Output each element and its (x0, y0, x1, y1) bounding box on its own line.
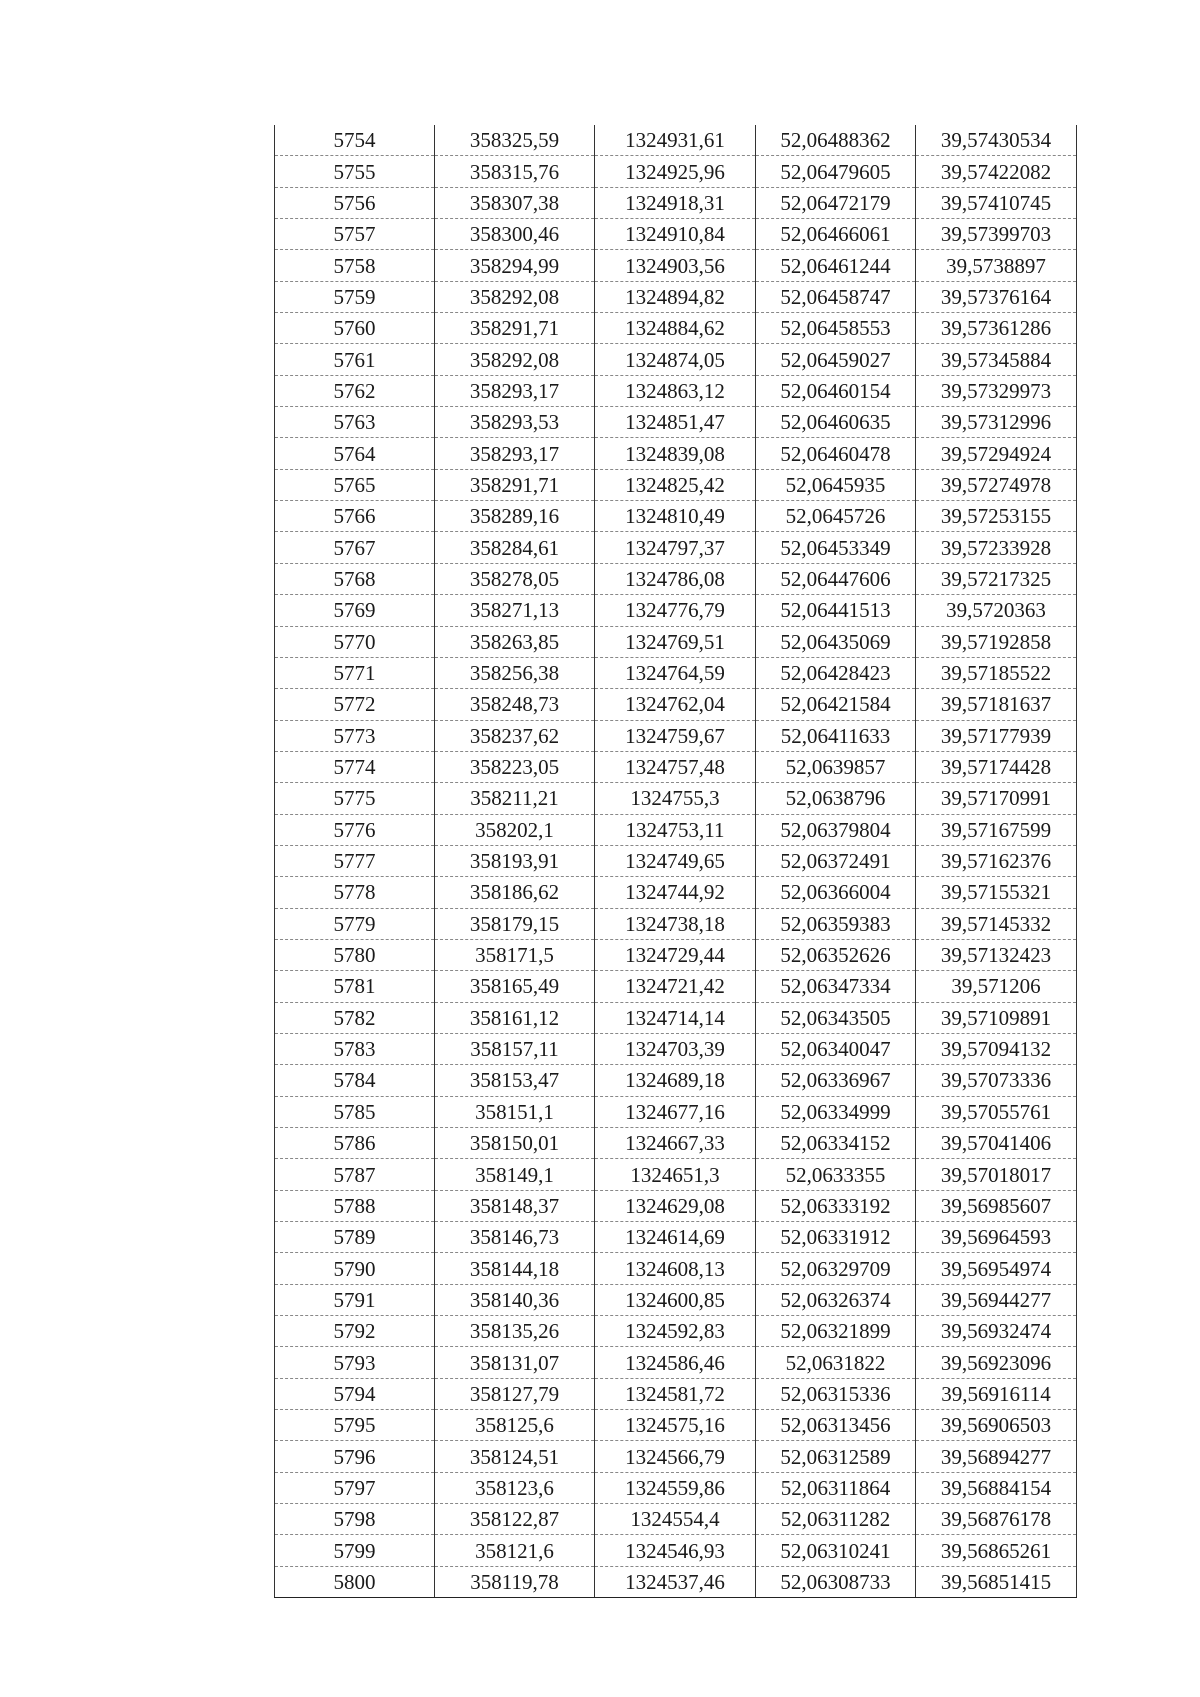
longitude-cell: 39,57145332 (916, 908, 1077, 939)
x-coordinate-cell: 358122,87 (435, 1504, 595, 1535)
table-row (275, 1504, 1077, 1535)
point-number-cell: 5761 (275, 344, 435, 375)
point-number-cell: 5793 (275, 1347, 435, 1378)
y-coordinate-cell: 1324738,18 (595, 908, 756, 939)
longitude-cell: 39,57162376 (916, 845, 1077, 876)
x-coordinate-cell: 358119,78 (435, 1566, 595, 1597)
x-coordinate-cell: 358289,16 (435, 501, 595, 532)
latitude-cell: 52,06347334 (756, 971, 916, 1002)
point-number-cell: 5772 (275, 689, 435, 720)
latitude-cell: 52,06421584 (756, 689, 916, 720)
y-coordinate-cell: 1324769,51 (595, 626, 756, 657)
latitude-cell: 52,06372491 (756, 845, 916, 876)
longitude-cell: 39,56851415 (916, 1566, 1077, 1597)
x-coordinate-cell: 358124,51 (435, 1441, 595, 1472)
point-number-cell: 5800 (275, 1566, 435, 1597)
y-coordinate-cell: 1324667,33 (595, 1128, 756, 1159)
x-coordinate-cell: 358146,73 (435, 1222, 595, 1253)
point-number-cell: 5796 (275, 1441, 435, 1472)
latitude-cell: 52,06334999 (756, 1096, 916, 1127)
latitude-cell: 52,0633355 (756, 1159, 916, 1190)
table-row (275, 281, 1077, 312)
longitude-cell: 39,57376164 (916, 281, 1077, 312)
longitude-cell: 39,57132423 (916, 939, 1077, 970)
longitude-cell: 39,57073336 (916, 1065, 1077, 1096)
x-coordinate-cell: 358300,46 (435, 219, 595, 250)
table-row (275, 156, 1077, 187)
x-coordinate-cell: 358293,53 (435, 407, 595, 438)
x-coordinate-cell: 358127,79 (435, 1378, 595, 1409)
longitude-cell: 39,57253155 (916, 501, 1077, 532)
table-row (275, 469, 1077, 500)
x-coordinate-cell: 358186,62 (435, 877, 595, 908)
table-row (275, 344, 1077, 375)
y-coordinate-cell: 1324559,86 (595, 1472, 756, 1503)
point-number-cell: 5791 (275, 1284, 435, 1315)
table-row (275, 657, 1077, 688)
table-row (275, 1002, 1077, 1033)
latitude-cell: 52,0645935 (756, 469, 916, 500)
x-coordinate-cell: 358125,6 (435, 1410, 595, 1441)
point-number-cell: 5785 (275, 1096, 435, 1127)
x-coordinate-cell: 358131,07 (435, 1347, 595, 1378)
x-coordinate-cell: 358293,17 (435, 375, 595, 406)
y-coordinate-cell: 1324797,37 (595, 532, 756, 563)
latitude-cell: 52,06331912 (756, 1222, 916, 1253)
y-coordinate-cell: 1324714,14 (595, 1002, 756, 1033)
x-coordinate-cell: 358144,18 (435, 1253, 595, 1284)
latitude-cell: 52,06311282 (756, 1504, 916, 1535)
y-coordinate-cell: 1324554,4 (595, 1504, 756, 1535)
point-number-cell: 5798 (275, 1504, 435, 1535)
point-number-cell: 5788 (275, 1190, 435, 1221)
point-number-cell: 5799 (275, 1535, 435, 1566)
x-coordinate-cell: 358157,11 (435, 1033, 595, 1064)
x-coordinate-cell: 358294,99 (435, 250, 595, 281)
x-coordinate-cell: 358153,47 (435, 1065, 595, 1096)
x-coordinate-cell: 358284,61 (435, 532, 595, 563)
point-number-cell: 5774 (275, 751, 435, 782)
point-number-cell: 5771 (275, 657, 435, 688)
y-coordinate-cell: 1324903,56 (595, 250, 756, 281)
longitude-cell: 39,57094132 (916, 1033, 1077, 1064)
y-coordinate-cell: 1324762,04 (595, 689, 756, 720)
y-coordinate-cell: 1324592,83 (595, 1316, 756, 1347)
longitude-cell: 39,57217325 (916, 563, 1077, 594)
x-coordinate-cell: 358291,71 (435, 313, 595, 344)
longitude-cell: 39,57155321 (916, 877, 1077, 908)
point-number-cell: 5786 (275, 1128, 435, 1159)
longitude-cell: 39,57274978 (916, 469, 1077, 500)
point-number-cell: 5780 (275, 939, 435, 970)
x-coordinate-cell: 358293,17 (435, 438, 595, 469)
table-row (275, 1033, 1077, 1064)
longitude-cell: 39,571206 (916, 971, 1077, 1002)
latitude-cell: 52,06428423 (756, 657, 916, 688)
point-number-cell: 5787 (275, 1159, 435, 1190)
longitude-cell: 39,57192858 (916, 626, 1077, 657)
x-coordinate-cell: 358140,36 (435, 1284, 595, 1315)
latitude-cell: 52,0631822 (756, 1347, 916, 1378)
x-coordinate-cell: 358292,08 (435, 344, 595, 375)
y-coordinate-cell: 1324581,72 (595, 1378, 756, 1409)
latitude-cell: 52,06310241 (756, 1535, 916, 1566)
x-coordinate-cell: 358292,08 (435, 281, 595, 312)
table-row (275, 751, 1077, 782)
table-row (275, 1222, 1077, 1253)
latitude-cell: 52,06458747 (756, 281, 916, 312)
longitude-cell: 39,56876178 (916, 1504, 1077, 1535)
y-coordinate-cell: 1324586,46 (595, 1347, 756, 1378)
table-row (275, 438, 1077, 469)
point-number-cell: 5768 (275, 563, 435, 594)
x-coordinate-cell: 358211,21 (435, 783, 595, 814)
x-coordinate-cell: 358248,73 (435, 689, 595, 720)
table-row (275, 250, 1077, 281)
table-row (275, 1472, 1077, 1503)
point-number-cell: 5765 (275, 469, 435, 500)
table-row (275, 783, 1077, 814)
x-coordinate-cell: 358307,38 (435, 187, 595, 218)
longitude-cell: 39,57361286 (916, 313, 1077, 344)
latitude-cell: 52,0645726 (756, 501, 916, 532)
y-coordinate-cell: 1324677,16 (595, 1096, 756, 1127)
longitude-cell: 39,57174428 (916, 751, 1077, 782)
y-coordinate-cell: 1324651,3 (595, 1159, 756, 1190)
point-number-cell: 5781 (275, 971, 435, 1002)
point-number-cell: 5767 (275, 532, 435, 563)
longitude-cell: 39,57018017 (916, 1159, 1077, 1190)
y-coordinate-cell: 1324759,67 (595, 720, 756, 751)
y-coordinate-cell: 1324703,39 (595, 1033, 756, 1064)
x-coordinate-cell: 358135,26 (435, 1316, 595, 1347)
x-coordinate-cell: 358325,59 (435, 125, 595, 156)
latitude-cell: 52,06315336 (756, 1378, 916, 1409)
latitude-cell: 52,06366004 (756, 877, 916, 908)
latitude-cell: 52,06313456 (756, 1410, 916, 1441)
point-number-cell: 5769 (275, 595, 435, 626)
longitude-cell: 39,57177939 (916, 720, 1077, 751)
table-row (275, 125, 1077, 156)
latitude-cell: 52,06312589 (756, 1441, 916, 1472)
latitude-cell: 52,06334152 (756, 1128, 916, 1159)
longitude-cell: 39,57167599 (916, 814, 1077, 845)
table-row (275, 1253, 1077, 1284)
y-coordinate-cell: 1324689,18 (595, 1065, 756, 1096)
point-number-cell: 5755 (275, 156, 435, 187)
y-coordinate-cell: 1324894,82 (595, 281, 756, 312)
longitude-cell: 39,57233928 (916, 532, 1077, 563)
y-coordinate-cell: 1324925,96 (595, 156, 756, 187)
table-row (275, 219, 1077, 250)
point-number-cell: 5759 (275, 281, 435, 312)
latitude-cell: 52,06460635 (756, 407, 916, 438)
longitude-cell: 39,56865261 (916, 1535, 1077, 1566)
longitude-cell: 39,57410745 (916, 187, 1077, 218)
table-row (275, 375, 1077, 406)
x-coordinate-cell: 358151,1 (435, 1096, 595, 1127)
table-row (275, 1378, 1077, 1409)
point-number-cell: 5763 (275, 407, 435, 438)
table-row (275, 1128, 1077, 1159)
latitude-cell: 52,0638796 (756, 783, 916, 814)
table-row (275, 1284, 1077, 1315)
y-coordinate-cell: 1324614,69 (595, 1222, 756, 1253)
latitude-cell: 52,06329709 (756, 1253, 916, 1284)
table-row (275, 689, 1077, 720)
x-coordinate-cell: 358179,15 (435, 908, 595, 939)
table-row (275, 1566, 1077, 1597)
table-row (275, 313, 1077, 344)
table-row (275, 1410, 1077, 1441)
y-coordinate-cell: 1324749,65 (595, 845, 756, 876)
x-coordinate-cell: 358263,85 (435, 626, 595, 657)
latitude-cell: 52,06453349 (756, 532, 916, 563)
table-row (275, 1347, 1077, 1378)
y-coordinate-cell: 1324629,08 (595, 1190, 756, 1221)
point-number-cell: 5777 (275, 845, 435, 876)
point-number-cell: 5782 (275, 1002, 435, 1033)
longitude-cell: 39,57109891 (916, 1002, 1077, 1033)
longitude-cell: 39,57185522 (916, 657, 1077, 688)
y-coordinate-cell: 1324757,48 (595, 751, 756, 782)
x-coordinate-cell: 358193,91 (435, 845, 595, 876)
x-coordinate-cell: 358291,71 (435, 469, 595, 500)
table-row (275, 939, 1077, 970)
y-coordinate-cell: 1324776,79 (595, 595, 756, 626)
y-coordinate-cell: 1324608,13 (595, 1253, 756, 1284)
table-row (275, 407, 1077, 438)
point-number-cell: 5758 (275, 250, 435, 281)
longitude-cell: 39,57294924 (916, 438, 1077, 469)
table-row (275, 595, 1077, 626)
latitude-cell: 52,06321899 (756, 1316, 916, 1347)
point-number-cell: 5789 (275, 1222, 435, 1253)
y-coordinate-cell: 1324729,44 (595, 939, 756, 970)
x-coordinate-cell: 358278,05 (435, 563, 595, 594)
longitude-cell: 39,56894277 (916, 1441, 1077, 1472)
y-coordinate-cell: 1324918,31 (595, 187, 756, 218)
y-coordinate-cell: 1324566,79 (595, 1441, 756, 1472)
y-coordinate-cell: 1324851,47 (595, 407, 756, 438)
latitude-cell: 52,06333192 (756, 1190, 916, 1221)
longitude-cell: 39,5720363 (916, 595, 1077, 626)
longitude-cell: 39,56954974 (916, 1253, 1077, 1284)
x-coordinate-cell: 358121,6 (435, 1535, 595, 1566)
x-coordinate-cell: 358202,1 (435, 814, 595, 845)
y-coordinate-cell: 1324537,46 (595, 1566, 756, 1597)
x-coordinate-cell: 358161,12 (435, 1002, 595, 1033)
table-row (275, 501, 1077, 532)
point-number-cell: 5762 (275, 375, 435, 406)
point-number-cell: 5790 (275, 1253, 435, 1284)
point-number-cell: 5775 (275, 783, 435, 814)
longitude-cell: 39,56932474 (916, 1316, 1077, 1347)
longitude-cell: 39,57430534 (916, 125, 1077, 156)
y-coordinate-cell: 1324910,84 (595, 219, 756, 250)
x-coordinate-cell: 358150,01 (435, 1128, 595, 1159)
latitude-cell: 52,06343505 (756, 1002, 916, 1033)
table-row (275, 814, 1077, 845)
table-row (275, 720, 1077, 751)
table-row (275, 845, 1077, 876)
longitude-cell: 39,57399703 (916, 219, 1077, 250)
x-coordinate-cell: 358256,38 (435, 657, 595, 688)
point-number-cell: 5797 (275, 1472, 435, 1503)
table-row (275, 1065, 1077, 1096)
table-row (275, 971, 1077, 1002)
longitude-cell: 39,57055761 (916, 1096, 1077, 1127)
latitude-cell: 52,06458553 (756, 313, 916, 344)
latitude-cell: 52,06379804 (756, 814, 916, 845)
longitude-cell: 39,57422082 (916, 156, 1077, 187)
y-coordinate-cell: 1324863,12 (595, 375, 756, 406)
table-row (275, 1096, 1077, 1127)
latitude-cell: 52,06308733 (756, 1566, 916, 1597)
point-number-cell: 5756 (275, 187, 435, 218)
y-coordinate-cell: 1324884,62 (595, 313, 756, 344)
x-coordinate-cell: 358148,37 (435, 1190, 595, 1221)
latitude-cell: 52,06435069 (756, 626, 916, 657)
y-coordinate-cell: 1324600,85 (595, 1284, 756, 1315)
longitude-cell: 39,57170991 (916, 783, 1077, 814)
y-coordinate-cell: 1324931,61 (595, 125, 756, 156)
table-row (275, 1316, 1077, 1347)
latitude-cell: 52,06340047 (756, 1033, 916, 1064)
table-row (275, 1535, 1077, 1566)
latitude-cell: 52,06472179 (756, 187, 916, 218)
point-number-cell: 5783 (275, 1033, 435, 1064)
x-coordinate-cell: 358315,76 (435, 156, 595, 187)
latitude-cell: 52,06359383 (756, 908, 916, 939)
latitude-cell: 52,06488362 (756, 125, 916, 156)
y-coordinate-cell: 1324786,08 (595, 563, 756, 594)
longitude-cell: 39,57181637 (916, 689, 1077, 720)
longitude-cell: 39,56884154 (916, 1472, 1077, 1503)
latitude-cell: 52,06411633 (756, 720, 916, 751)
latitude-cell: 52,06336967 (756, 1065, 916, 1096)
table-row (275, 908, 1077, 939)
coordinates-table (274, 125, 1077, 1598)
y-coordinate-cell: 1324744,92 (595, 877, 756, 908)
y-coordinate-cell: 1324546,93 (595, 1535, 756, 1566)
point-number-cell: 5766 (275, 501, 435, 532)
x-coordinate-cell: 358237,62 (435, 720, 595, 751)
longitude-cell: 39,57329973 (916, 375, 1077, 406)
point-number-cell: 5773 (275, 720, 435, 751)
table-row (275, 1190, 1077, 1221)
coordinates-table-body (275, 125, 1077, 1598)
x-coordinate-cell: 358123,6 (435, 1472, 595, 1503)
longitude-cell: 39,57345884 (916, 344, 1077, 375)
longitude-cell: 39,56906503 (916, 1410, 1077, 1441)
point-number-cell: 5776 (275, 814, 435, 845)
table-row (275, 563, 1077, 594)
x-coordinate-cell: 358223,05 (435, 751, 595, 782)
longitude-cell: 39,5738897 (916, 250, 1077, 281)
point-number-cell: 5778 (275, 877, 435, 908)
y-coordinate-cell: 1324755,3 (595, 783, 756, 814)
y-coordinate-cell: 1324721,42 (595, 971, 756, 1002)
point-number-cell: 5760 (275, 313, 435, 344)
point-number-cell: 5792 (275, 1316, 435, 1347)
latitude-cell: 52,06441513 (756, 595, 916, 626)
latitude-cell: 52,0639857 (756, 751, 916, 782)
y-coordinate-cell: 1324753,11 (595, 814, 756, 845)
table-row (275, 1441, 1077, 1472)
point-number-cell: 5779 (275, 908, 435, 939)
longitude-cell: 39,56985607 (916, 1190, 1077, 1221)
y-coordinate-cell: 1324874,05 (595, 344, 756, 375)
point-number-cell: 5784 (275, 1065, 435, 1096)
point-number-cell: 5764 (275, 438, 435, 469)
y-coordinate-cell: 1324764,59 (595, 657, 756, 688)
latitude-cell: 52,06479605 (756, 156, 916, 187)
y-coordinate-cell: 1324825,42 (595, 469, 756, 500)
longitude-cell: 39,57041406 (916, 1128, 1077, 1159)
point-number-cell: 5757 (275, 219, 435, 250)
latitude-cell: 52,06460154 (756, 375, 916, 406)
table-row (275, 626, 1077, 657)
x-coordinate-cell: 358165,49 (435, 971, 595, 1002)
point-number-cell: 5770 (275, 626, 435, 657)
longitude-cell: 39,56964593 (916, 1222, 1077, 1253)
table-row (275, 877, 1077, 908)
longitude-cell: 39,56923096 (916, 1347, 1077, 1378)
longitude-cell: 39,57312996 (916, 407, 1077, 438)
x-coordinate-cell: 358149,1 (435, 1159, 595, 1190)
longitude-cell: 39,56916114 (916, 1378, 1077, 1409)
latitude-cell: 52,06447606 (756, 563, 916, 594)
latitude-cell: 52,06461244 (756, 250, 916, 281)
latitude-cell: 52,06311864 (756, 1472, 916, 1503)
latitude-cell: 52,06326374 (756, 1284, 916, 1315)
y-coordinate-cell: 1324839,08 (595, 438, 756, 469)
latitude-cell: 52,06352626 (756, 939, 916, 970)
x-coordinate-cell: 358171,5 (435, 939, 595, 970)
latitude-cell: 52,06459027 (756, 344, 916, 375)
y-coordinate-cell: 1324810,49 (595, 501, 756, 532)
table-row (275, 532, 1077, 563)
table-row (275, 1159, 1077, 1190)
point-number-cell: 5754 (275, 125, 435, 156)
y-coordinate-cell: 1324575,16 (595, 1410, 756, 1441)
latitude-cell: 52,06466061 (756, 219, 916, 250)
table-row (275, 187, 1077, 218)
latitude-cell: 52,06460478 (756, 438, 916, 469)
point-number-cell: 5795 (275, 1410, 435, 1441)
x-coordinate-cell: 358271,13 (435, 595, 595, 626)
longitude-cell: 39,56944277 (916, 1284, 1077, 1315)
point-number-cell: 5794 (275, 1378, 435, 1409)
